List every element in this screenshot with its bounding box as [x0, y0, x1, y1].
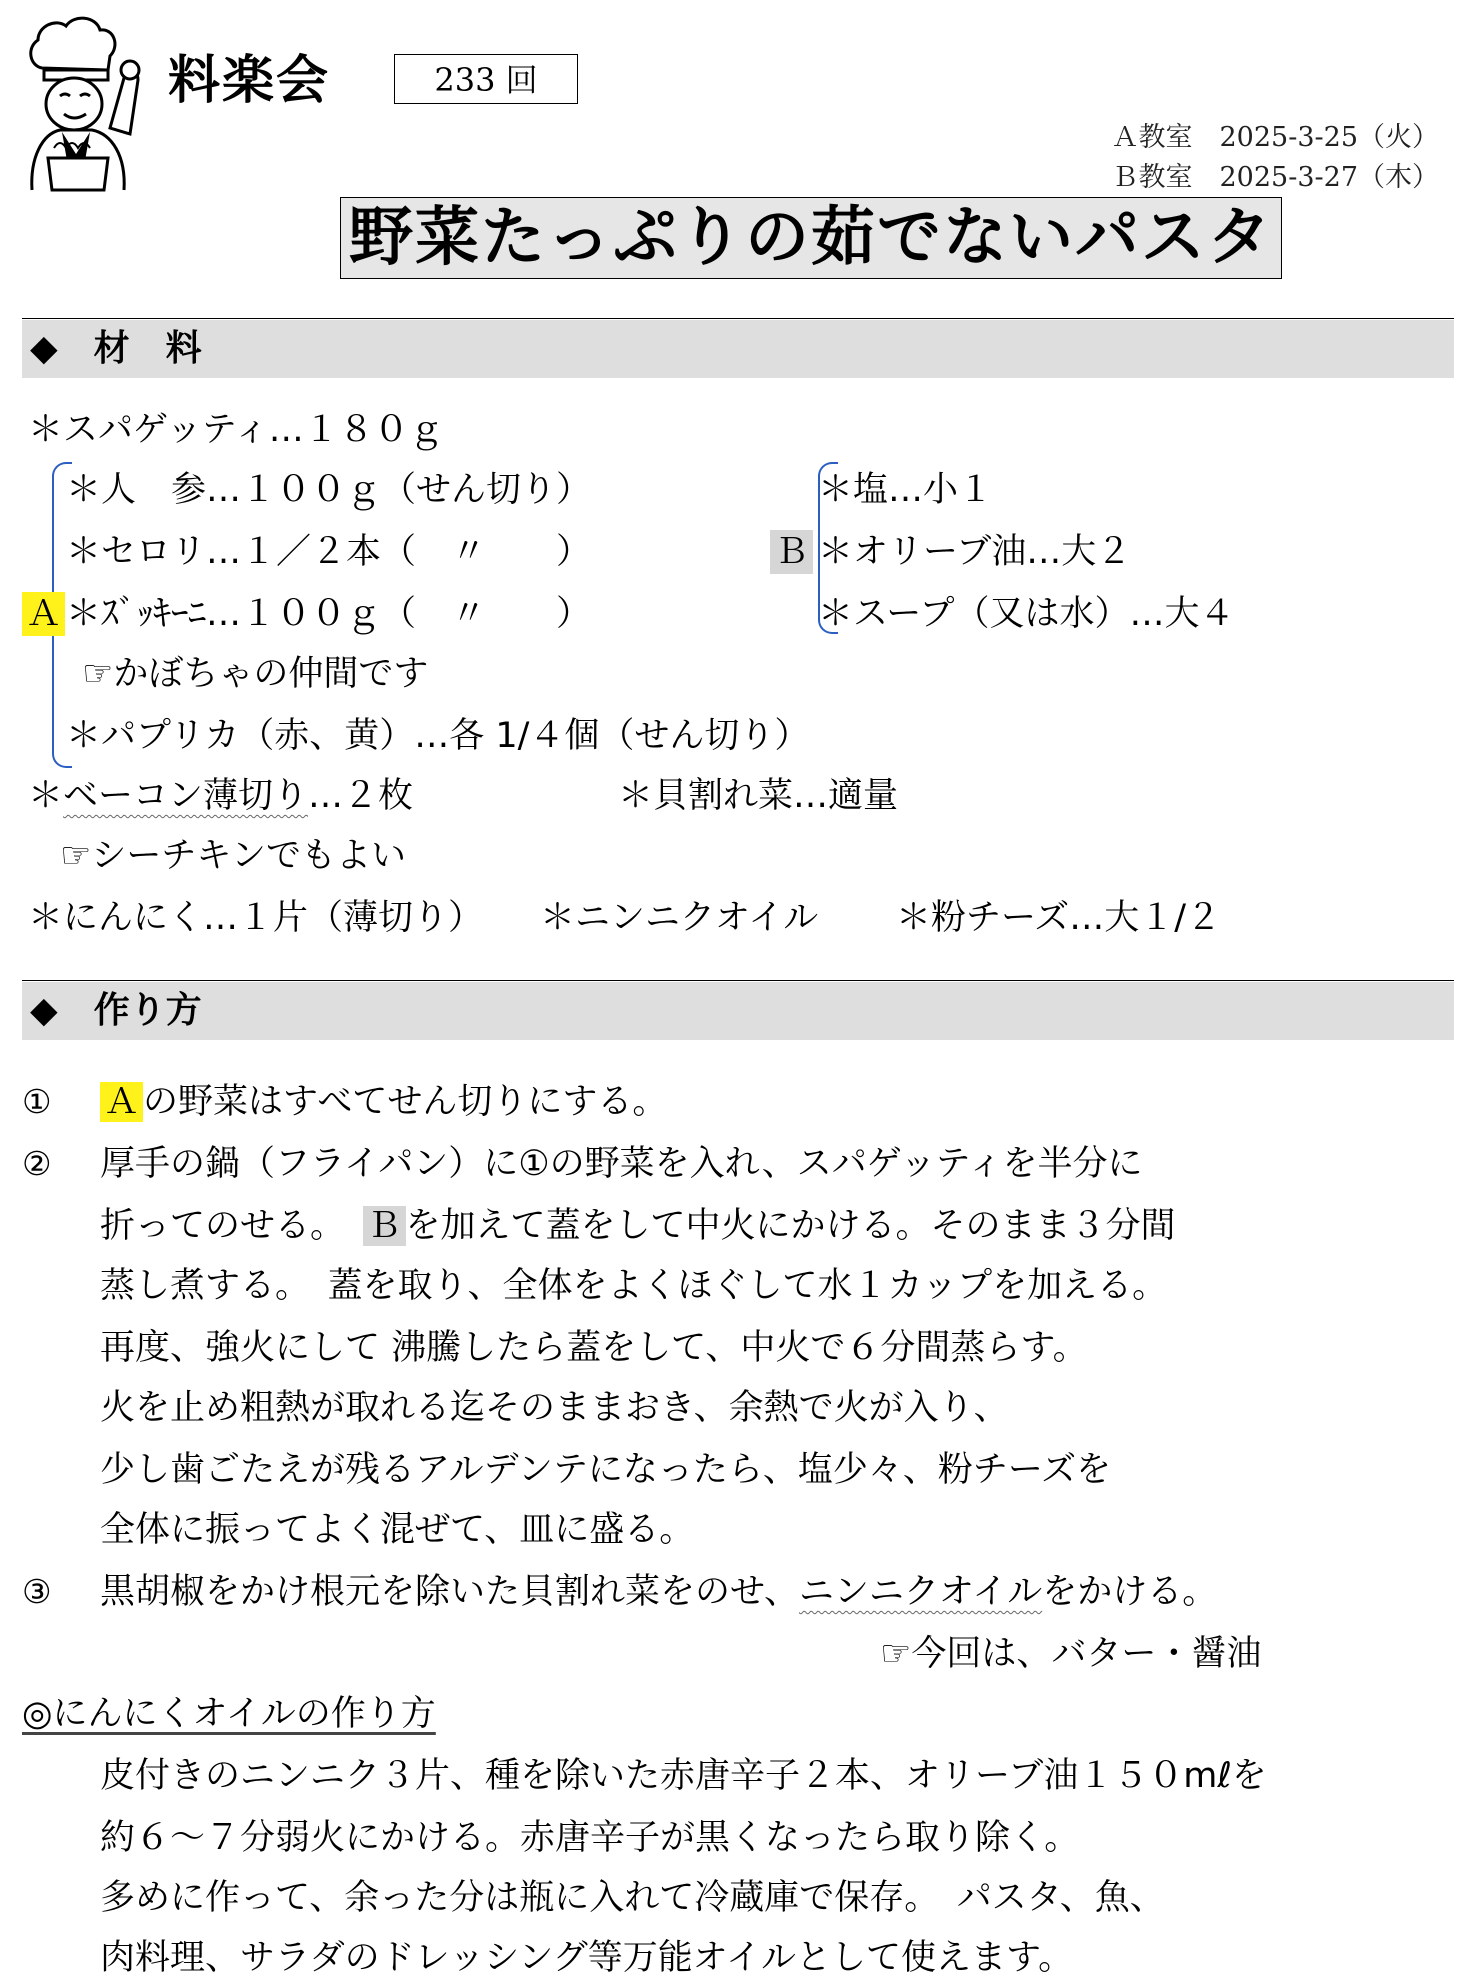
- ingredient-zucchini: ＊ｽﾞｯｷｰﾆ…１００ｇ（ 〃 ）: [66, 594, 592, 634]
- step-2-line-6: 少し歯ごたえが残るアルデンテになったら、塩少々、粉チーズを: [100, 1450, 1112, 1490]
- garlic-oil-line-4: 肉料理、サラダのドレッシング等万能オイルとして使えます。: [100, 1938, 1074, 1978]
- method-bar: [22, 982, 1454, 1040]
- step-2-line-1: 厚手の鍋（フライパン）に①の野菜を入れ、スパゲッティを半分に: [100, 1144, 1143, 1184]
- step-3-garlic-oil: ニンニクオイル: [798, 1572, 1043, 1612]
- chef-logo: [12, 8, 144, 198]
- ingredient-paprika: ＊パプリカ（赤、黄）…各 1/４個（せん切り）: [66, 716, 810, 756]
- step-2-line-2a: 折ってのせる。: [100, 1206, 363, 1246]
- ingredient-garlic: ＊にんにく…１片（薄切り）: [28, 898, 484, 938]
- class-a-date: Ａ教室 2025-3-25（火）: [1111, 122, 1439, 153]
- step-3-number: ③: [22, 1572, 52, 1611]
- issue-number: 233 回: [394, 54, 578, 104]
- bacon-qty: …２枚: [308, 776, 414, 816]
- ingredient-kaiware: ＊貝割れ菜…適量: [618, 776, 899, 816]
- method-heading: ◆ 作り方: [30, 990, 202, 1031]
- step-2-line-2b: を加えて蓋をして中火にかける。そのまま３分間: [405, 1206, 1176, 1246]
- step-3-text: [100, 1570, 1217, 1614]
- step-1-highlight: Ａ: [100, 1082, 143, 1122]
- brand-name: 料楽会: [168, 51, 331, 111]
- class-b-date: Ｂ教室 2025-3-27（木）: [1111, 162, 1439, 193]
- step-2-line-3: 蒸し煮する。 蓋を取り、全体をよくほぐして水１カップを加える。: [100, 1266, 1168, 1306]
- ingredient-soup: ＊スープ（又は水）…大４: [818, 594, 1235, 634]
- garlic-oil-heading: ◎にんにくオイルの作り方: [22, 1694, 436, 1734]
- bacon-name: ベーコン薄切り: [63, 776, 309, 816]
- garlic-oil-line-2: 約６～７分弱火にかける。赤唐辛子が黒くなったら取り除く。: [100, 1818, 1080, 1858]
- ingredients-bar: [22, 320, 1454, 378]
- ingredient-cheese: ＊粉チーズ…大１/２: [896, 898, 1222, 938]
- garlic-oil-line-3: 多めに作って、余った分は瓶に入れて冷蔵庫で保存。 パスタ、魚、: [100, 1878, 1165, 1918]
- ingredient-carrot: ＊人 参…１００ｇ（せん切り）: [66, 470, 592, 510]
- group-a-label: Ａ: [22, 592, 65, 636]
- ingredient-garlic-oil: ＊ニンニクオイル: [540, 898, 819, 938]
- step-3-body-a: 黒胡椒をかけ根元を除いた貝割れ菜をのせ、: [100, 1572, 799, 1612]
- step-3-body-b: をかける。: [1042, 1572, 1218, 1612]
- ingredient-celery: ＊セロリ…１／２本（ 〃 ）: [66, 532, 592, 572]
- step-2-line-5: 火を止め粗熱が取れる迄そのままおき、余熱で火が入り、: [100, 1388, 1009, 1428]
- zucchini-note: ☞かぼちゃの仲間です: [82, 654, 429, 694]
- step-2-line-2: [100, 1204, 1176, 1248]
- ingredients-heading: ◆ 材 料: [30, 328, 202, 369]
- group-b-label: Ｂ: [770, 530, 813, 574]
- step-2-highlight: Ｂ: [363, 1206, 406, 1246]
- ingredient-bacon: [28, 774, 413, 818]
- garlic-oil-line-1: 皮付きのニンニク３片、種を除いた赤唐辛子２本、オリーブ油１５０mℓを: [100, 1756, 1267, 1796]
- ingredient-olive-oil: ＊オリーブ油…大２: [818, 532, 1132, 572]
- step-1-body: の野菜はすべてせん切りにする。: [143, 1082, 668, 1122]
- recipe-title: 野菜たっぷりの茹でないパスタ: [340, 197, 1282, 279]
- section-rule: [22, 980, 1454, 981]
- bacon-note: ☞シーチキンでもよい: [60, 836, 407, 876]
- ingredient-spaghetti: ＊スパゲッティ…１８０ｇ: [28, 410, 444, 450]
- step-3-note: ☞今回は、バター・醤油: [880, 1634, 1262, 1674]
- step-1-text: [100, 1080, 667, 1124]
- step-2-line-4: 再度、強火にして 沸騰したら蓋をして、中火で６分間蒸らす。: [100, 1328, 1088, 1368]
- step-1-number: ①: [22, 1082, 52, 1121]
- section-rule: [22, 318, 1454, 319]
- ingredient-salt: ＊塩…小１: [818, 470, 994, 510]
- step-2-line-7: 全体に振ってよく混ぜて、皿に盛る。: [100, 1510, 695, 1550]
- step-2-number: ②: [22, 1144, 52, 1183]
- bacon-prefix: ＊: [28, 776, 64, 816]
